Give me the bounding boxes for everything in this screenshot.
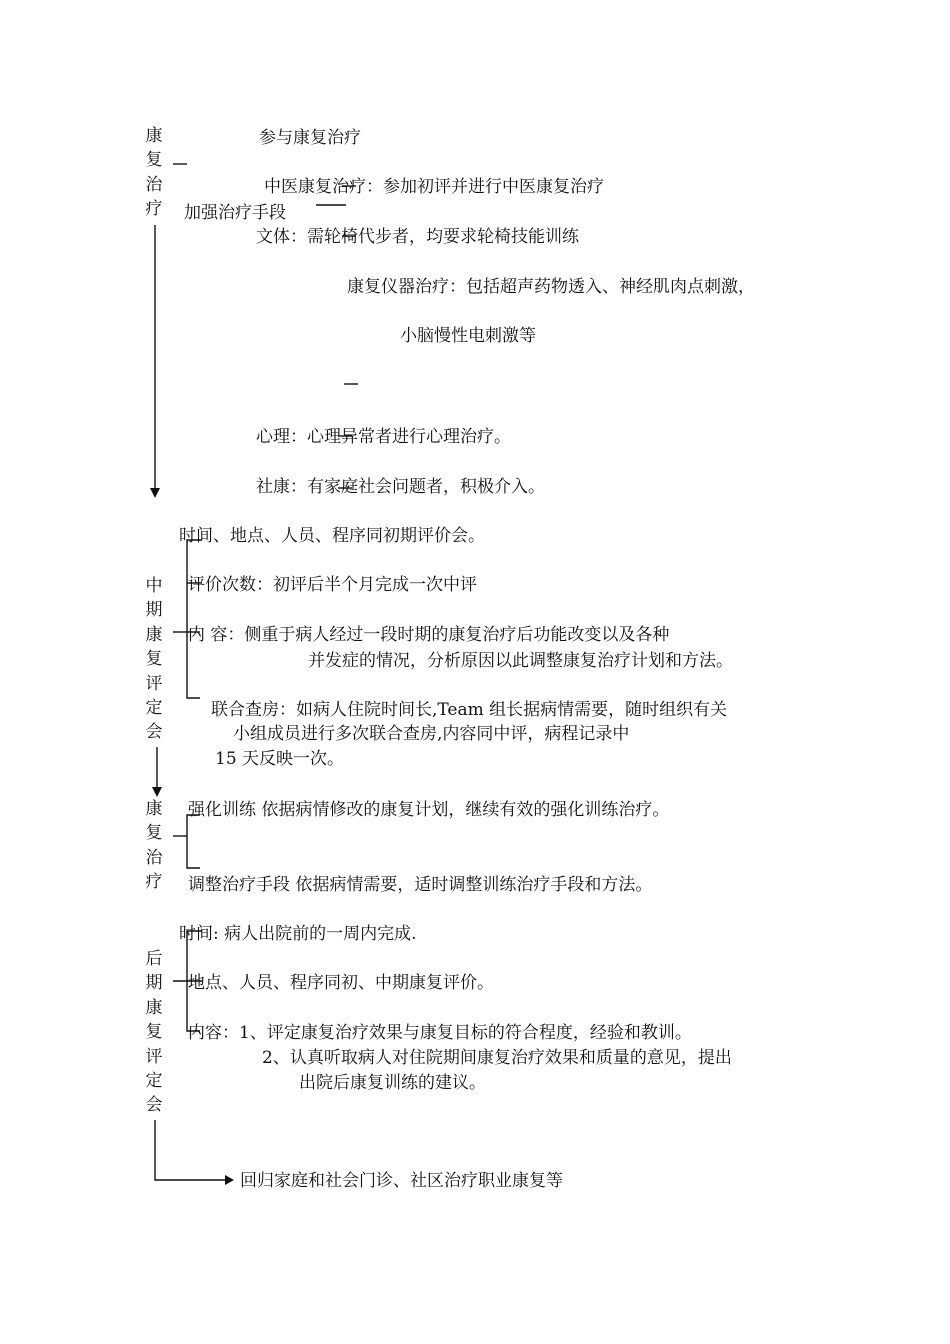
- stage-label-rehab2: 康复治疗: [145, 799, 163, 893]
- arrow-head: [225, 1175, 234, 1185]
- bracket-rehab2: [187, 815, 200, 868]
- item-adjust: 调整治疗手段 依据病情需要，适时调整训练治疗手段和方法。: [188, 875, 653, 895]
- bracket-mid-eval: [187, 540, 202, 698]
- item-intensive: 强化训练 依据病情修改的康复计划，继续有效的强化训练治疗。: [188, 800, 670, 820]
- flow-arrow-final: [155, 1120, 225, 1180]
- item-late-place: 地点、人员、程序同初、中期康复评价。: [188, 973, 494, 993]
- item-sports: 文体：需轮椅代步者，均要求轮椅技能训练: [256, 227, 579, 247]
- item-late-content: 内容：1、评定康复治疗效果与康复目标的符合程度，经验和教训。: [188, 1023, 692, 1043]
- arrow-head: [152, 787, 162, 797]
- item-social: 社康：有家庭社会问题者，积极介入。: [256, 477, 545, 497]
- stage-label-late-eval: 后期康复评定会: [145, 949, 163, 1116]
- item-strengthen: 加强治疗手段: [184, 203, 286, 223]
- item-late-time: 时间: 病人出院前的一周内完成.: [179, 924, 417, 944]
- item-mid-rounds-cont2: 15 天反映一次。: [215, 749, 345, 769]
- item-instrument: 康复仪器治疗：包括超声药物透入、神经肌肉点刺激，: [347, 277, 755, 297]
- item-participate: 参与康复治疗: [259, 128, 361, 148]
- item-mid-time: 时间、地点、人员、程序同初期评价会。: [179, 526, 485, 546]
- item-late-content-3: 出院后康复训练的建议。: [299, 1073, 486, 1093]
- stage-label-rehab1: 康复治疗: [145, 126, 163, 220]
- final-outcome: 回归家庭和社会门诊、社区治疗职业康复等: [240, 1171, 563, 1191]
- item-tcm: 中医康复治疗：参加初评并进行中医康复治疗: [264, 177, 604, 197]
- item-mid-content-cont: 并发症的情况，分析原因以此调整康复治疗计划和方法。: [308, 651, 733, 671]
- item-mid-count: 评价次数：初评后半个月完成一次中评: [188, 575, 477, 595]
- item-psych: 心理：心理异常者进行心理治疗。: [256, 427, 511, 447]
- item-late-content-2: 2、认真听取病人对住院期间康复治疗效果和质量的意见，提出: [262, 1048, 732, 1068]
- item-mid-rounds: 联合查房：如病人住院时间长,Team 组长据病情需要，随时组织有关: [211, 700, 728, 720]
- item-mid-content: 内 容：侧重于病人经过一段时期的康复治疗后功能改变以及各种: [188, 625, 670, 645]
- arrow-head: [150, 488, 160, 498]
- item-instrument-cont: 小脑慢性电刺激等: [400, 326, 536, 346]
- stage-label-mid-eval: 中期康复评定会: [145, 576, 163, 743]
- item-mid-rounds-cont: 小组成员进行多次联合查房,内容同中评，病程记录中: [233, 724, 630, 744]
